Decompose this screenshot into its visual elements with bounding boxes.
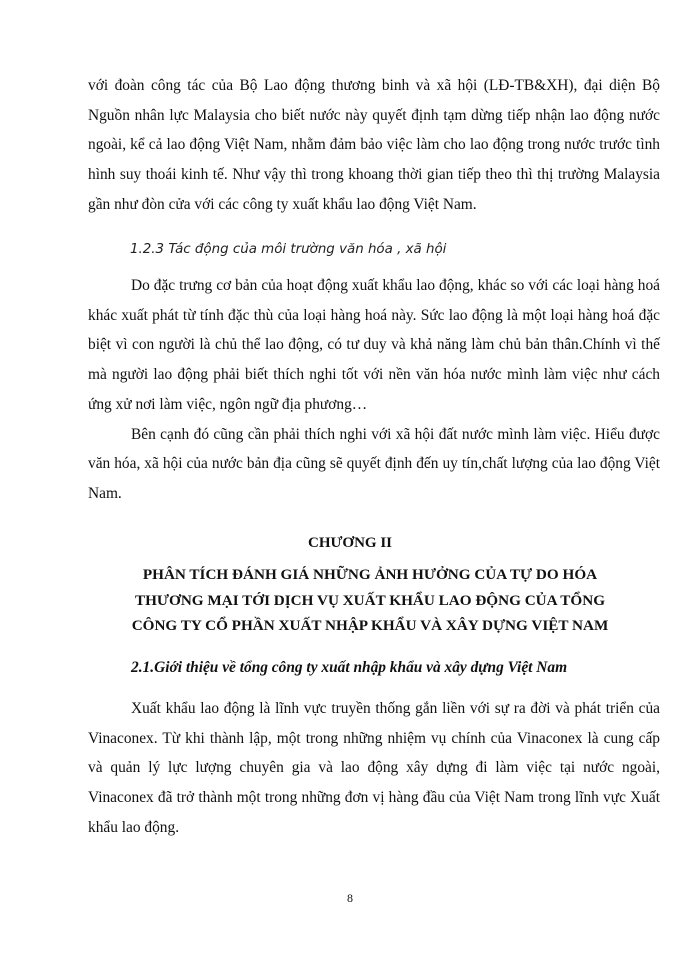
- chapter-title-line: PHÂN TÍCH ĐÁNH GIÁ NHỮNG ẢNH HƯỞNG CỦA TỰ DO HÓA: [142, 566, 598, 583]
- subsection-heading: 2.1.Giới thiệu về tổng công ty xuất nhập khẩu và xây dựng Việt Nam: [131, 659, 568, 676]
- paragraph: Xuất khẩu lao động là lĩnh vực truyền thống gắn liền với sự ra đời và phát triển của Vinaconex. Từ khi thành lập, một trong những nhiệm vụ chính của Vinaconex là cung cấp và quản lý lực lượng chuyên gia và lao động xây dựng đi làm việc tại nước ngoài, Vinaconex đã trở thành một trong những đơn vị hàng đầu của Việt Nam trong lĩnh vực Xuất khẩu lao động.: [88, 700, 660, 836]
- chapter-label: CHƯƠNG II: [307, 535, 393, 551]
- paragraph-block-1: [88, 71, 660, 220]
- chapter-title: [100, 562, 640, 639]
- paragraph: Bên cạnh đó cũng cần phải thích nghi với xã hội đất nước mình làm việc. Hiểu được văn hóa, xã hội của nước bản địa cũng sẽ quyết định đến uy tín,chất lượng của lao động Việt Nam.: [88, 425, 660, 502]
- paragraph: Do đặc trưng cơ bản của hoạt động xuất khẩu lao động, khác so với các loại hàng hoá khác xuất phát từ tính đặc thù của loại hàng hoá này. Sức lao động là một loại hàng hoá đặc biệt vì con người là chủ thể lao động, có tư duy và khả năng làm chủ bản thân.Chính vì thế mà người lao động phải biết thích nghi tốt với nền văn hóa nước mình làm việc như cách ứng xử nơi làm việc, ngôn ngữ địa phương…: [88, 277, 660, 413]
- paragraph: với đoàn công tác của Bộ Lao động thương binh và xã hội (LĐ-TB&XH), đại diện Bộ Nguồn nhân lực Malaysia cho biết nước này quyết định tạm dừng tiếp nhận lao động nước ngoài, kể cả lao động Việt Nam, nhằm đảm bảo việc làm cho lao động trong nước trước tình hình suy thoái kinh tế. Như vậy thì trong khoang thời gian tiếp theo thì thị trường Malaysia gần như đòn cửa với các công ty xuất khẩu lao động Việt Nam.: [88, 77, 660, 213]
- chapter-title-line: THƯƠNG MẠI TỚI DỊCH VỤ XUẤT KHẨU LAO ĐỘNG CỦA TỔNG: [134, 591, 606, 609]
- paragraph-block-2: [88, 271, 660, 509]
- chapter-title-line: CÔNG TY CỔ PHẦN XUẤT NHẬP KHẨU VÀ XÂY DỰNG VIỆT NAM: [131, 617, 609, 634]
- section-heading: 1.2.3 Tác động của môi trường văn hóa , xã hội: [130, 242, 447, 257]
- paragraph-block-3: [88, 694, 660, 843]
- page-number: 8: [347, 891, 353, 905]
